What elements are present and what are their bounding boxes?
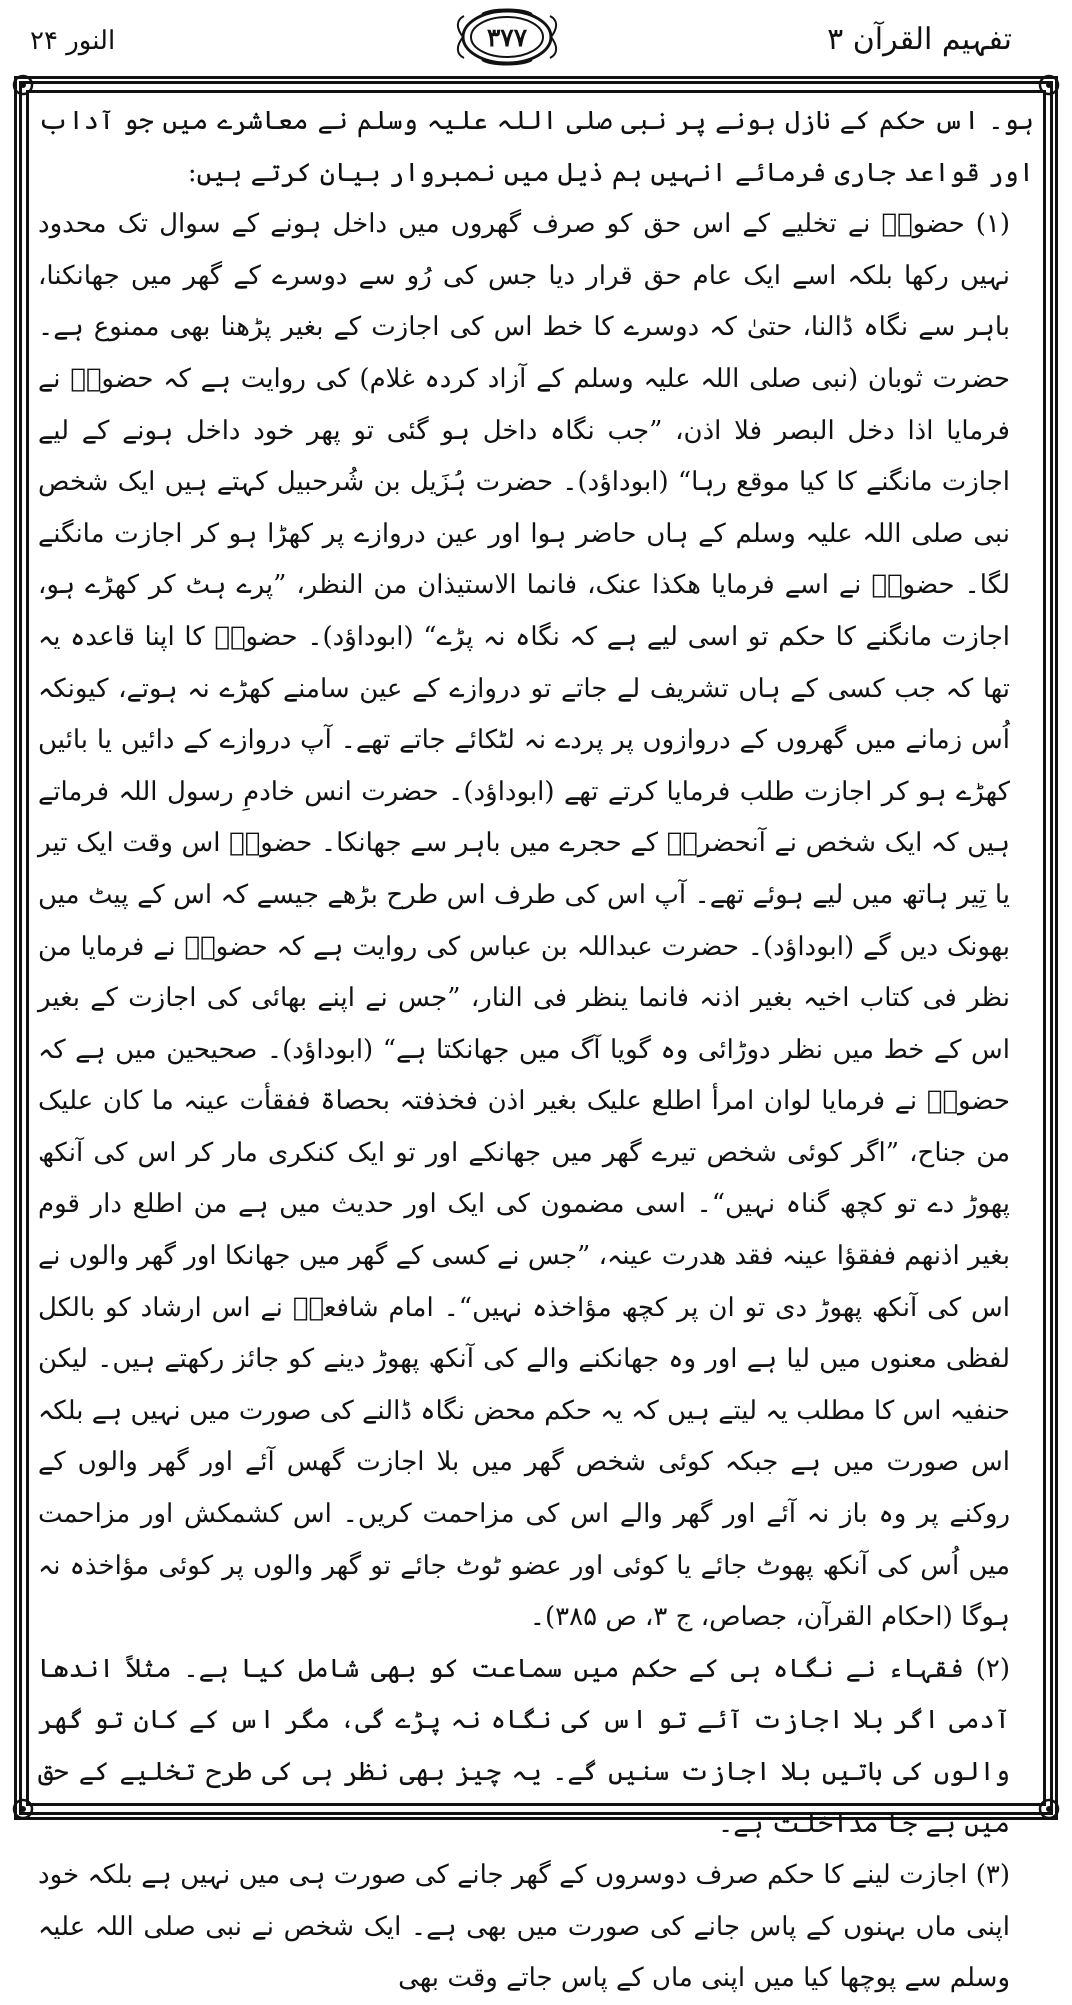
running-header bbox=[0, 6, 1072, 72]
paragraph-point-1: (۱) حضورؐ نے تخلیے کے اس حق کو صرف گھروں میں داخل ہونے کے سوال تک محدود نہیں رکھا بلکہ اسے ایک عام حق قرار دیا جس کی رُو سے دوسرے کے گھر میں جھانکنا، باہر سے نگاہ ڈالنا، حتیٰ کہ دوسرے کا خط اس کی اجازت کے بغیر پڑھنا بھی ممنوع ہے۔ حضرت ثوبان (نبی صلی اللہ علیہ وسلم کے آزاد کردہ غلام) کی روایت ہے کہ حضورؐ نے فرمایا اذا دخل البصر فلا اذن، ”جب نگاہ داخل ہو گئی تو پھر خود داخل ہونے کے لیے اجازت مانگنے کا کیا موقع رہا“ (ابوداؤد)۔ حضرت ہُزَیل بن شُرحبیل کہتے ہیں ایک شخص نبی صلی اللہ علیہ وسلم کے ہاں حاضر ہوا اور عین دروازے پر کھڑا ہو کر اجازت مانگنے لگا۔ حضورؐ نے اسے فرمایا ھکذا عنک، فانما الاستیذان من النظر، ”پرے ہٹ کر کھڑے ہو، اجازت مانگنے کا حکم تو اسی لیے ہے کہ نگاہ نہ پڑے“ (ابوداؤد)۔ حضورؐ کا اپنا قاعدہ یہ تھا کہ جب کسی کے ہاں تشریف لے جاتے تو دروازے کے عین سامنے کھڑے نہ ہوتے، کیونکہ اُس زمانے میں گھروں کے دروازوں پر پردے نہ لٹکائے جاتے تھے۔ آپ دروازے کے دائیں یا بائیں کھڑے ہو کر اجازت طلب فرمایا کرتے تھے (ابوداؤد)۔ حضرت انس خادمِ رسول اللہ فرماتے ہیں کہ ایک شخص نے آنحضرتؐ کے حجرے میں باہر سے جھانکا۔ حضورؐ اس وقت ایک تیر یا تِیر ہاتھ میں لیے ہوئے تھے۔ آپ اس کی طرف اس طرح بڑھے جیسے کہ اس کے پیٹ میں بھونک دیں گے (ابوداؤد)۔ حضرت عبداللہ بن عباس کی روایت ہے کہ حضورؐ نے فرمایا من نظر فی کتاب اخیہ بغیر اذنہ فانما ینظر فی النار، ”جس نے اپنے بھائی کی اجازت کے بغیر اس کے خط میں نظر دوڑائی وہ گویا آگ میں جھانکتا ہے“ (ابوداؤد)۔ صحیحین میں ہے کہ حضورؐ نے فرمایا لوان امرأ اطلع علیک بغیر اذن فخذفتہ بحصاۃ ففقأت عینہ ما کان علیک من جناح، ”اگر کوئی شخص تیرے گھر میں جھانکے اور تو ایک کنکری مار کر اس کی آنکھ پھوڑ دے تو کچھ گناہ نہیں“۔ اسی مضمون کی ایک اور حدیث میں ہے من اطلع دار قوم بغیر اذنھم ففقؤا عینہ فقد ھدرت عینہ، ”جس نے کسی کے گھر میں جھانکا اور گھر والوں نے اس کی آنکھ پھوڑ دی تو ان پر کچھ مؤاخذہ نہیں“۔ امام شافعیؒ نے اس ارشاد کو بالکل لفظی معنوں میں لیا ہے اور وہ جھانکنے والے کی آنکھ پھوڑ دینے کو جائز رکھتے ہیں۔ لیکن حنفیہ اس کا مطلب یہ لیتے ہیں کہ یہ حکم محض نگاہ ڈالنے کی صورت میں نہیں ہے بلکہ اس صورت میں ہے جبکہ کوئی شخص گھر میں بلا اجازت گھس آئے اور گھر والوں کے روکنے پر وہ باز نہ آئے اور گھر والے اس کی مزاحمت کریں۔ اس کشمکش اور مزاحمت میں اُس کی آنکھ پھوٹ جائے یا کوئی اور عضو ٹوٹ جائے تو گھر والوں پر کوئی مؤاخذہ نہ ہوگا (احکام القرآن، جصاص، ج ۳، ص ۳۸۵)۔ bbox=[38, 209, 1010, 1633]
corner-ornament-icon bbox=[8, 70, 38, 100]
book-title-header: تفہیم القرآن ۳ bbox=[827, 22, 1012, 57]
surah-header: النور ۲۴ bbox=[30, 26, 116, 56]
page-number: ۳۷۷ bbox=[486, 23, 528, 52]
commentary-body bbox=[38, 96, 1034, 1994]
corner-ornament-icon bbox=[1034, 1794, 1064, 1824]
corner-ornament-icon bbox=[1034, 70, 1064, 100]
paragraph-point-3: (۳) اجازت لینے کا حکم صرف دوسروں کے گھر جانے کی صورت ہی میں نہیں ہے بلکہ خود اپنی ماں بہنوں کے پاس جانے کی صورت میں بھی ہے۔ ایک شخص نے نبی صلی اللہ علیہ وسلم سے پوچھا کیا میں اپنی ماں کے پاس جاتے وقت بھی bbox=[38, 1860, 1010, 1994]
paragraph-intro: ہو۔ اس حکم کے نازل ہونے پر نبی صلی اللہ علیہ وسلم نے معاشرے میں جو آداب اور قواعد جاری فرمائے انہیں ہم ذیل میں نمبروار بیان کرتے ہیں: bbox=[38, 106, 1034, 188]
corner-ornament-icon bbox=[8, 1794, 38, 1824]
page-number-emblem bbox=[452, 6, 562, 68]
paragraph-point-2: (۲) فقہاء نے نگاہ ہی کے حکم میں سماعت کو بھی شامل کیا ہے۔ مثلاً اندھا آدمی اگر بلا اجازت آئے تو اس کی نگاہ نہ پڑے گی، مگر اس کے کان تو گھر والوں کی باتیں بلا اجازت سنیں گے۔ یہ چیز بھی نظر ہی کی طرح تخلیے کے حق میں بے جا مداخلت ہے۔ bbox=[38, 1653, 1010, 1839]
